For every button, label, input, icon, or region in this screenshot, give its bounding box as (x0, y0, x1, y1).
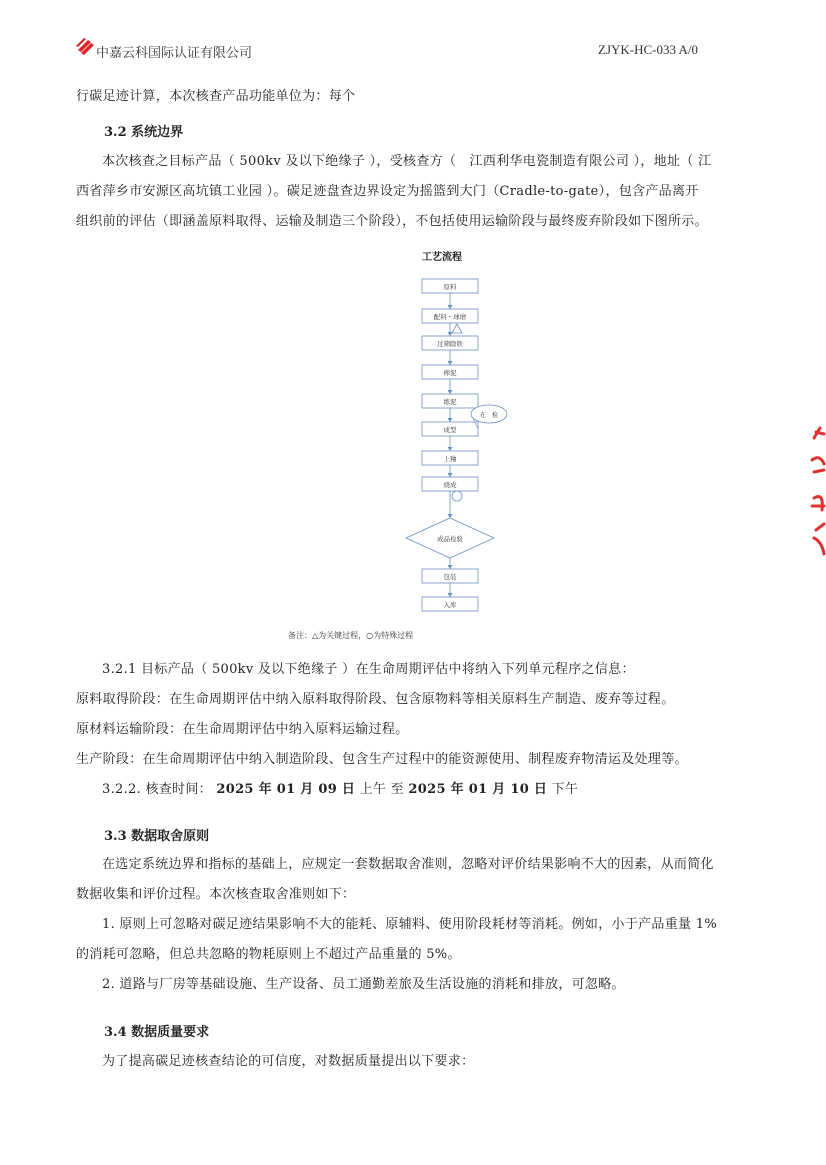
heading-3-2: 3.2 系统边界 (104, 125, 184, 140)
transport-stage: 原材料运输阶段：在生命周期评估中纳入原料运输过程。 (76, 722, 409, 737)
process-flowchart (286, 246, 546, 646)
document-code: ZJYK-HC-033 A/0 (598, 42, 699, 57)
flow-step-label: 原料 (443, 283, 457, 291)
flow-step-label: 榨泥 (443, 369, 457, 377)
flow-step-label: 成品检验 (437, 535, 463, 543)
raw-material-stage: 原料取得阶段：在生命周期评估中纳入原料取得阶段、包含原物料等相关原料生产制造、废弃等过程。 (76, 692, 675, 707)
flow-step-label: 配料・球磨 (433, 313, 467, 321)
rule-2: 2. 道路与厂房等基础设施、生产设备、员工通勤差旅及生活设施的消耗和排放，可忽略。 (102, 977, 625, 992)
paragraph-3-2-1: 3.2.1 目标产品（ 500kv 及以下绝缘子 ）在生命周期评估中将纳入下列单元程序之信息： 原料取得阶段：在生命周期评估中纳入原料取得阶段、包含原物料等相关原料生产制造、废弃等过程。 原材料运输阶段：在生命周期评估中纳入原料运输过程。 生产阶段：在生命周期评估中纳入制造阶段、包含生产过程中的能资源使用、制程废弃物清运及处理等。 3.2.2. 核查时间： 2025 年 01 月 09 日 上午 至 2025 年 01 月 10 日 下午 (76, 655, 776, 805)
in-process-check-bubble (471, 405, 507, 423)
flowchart-title: 工艺流程 (422, 252, 462, 263)
paragraph-boundary (76, 147, 776, 237)
company-logo-icon (74, 36, 98, 58)
flow-step-label: 过筛除铁 (437, 340, 463, 348)
special-process-circle-icon (452, 491, 462, 501)
red-seal-stamp (806, 420, 826, 570)
flowchart-note: 备注：△为关键过程，○为特殊过程 (288, 631, 414, 640)
bubble-text: 在 检 (479, 412, 499, 419)
flow-arrowhead (448, 361, 453, 365)
heading-3-4: 3.4 数据质量要求 (104, 1025, 210, 1040)
paragraph-functional-unit: 行碳足迹计算，本次核查产品功能单位为：每个 (76, 89, 356, 104)
paragraph-cutoff: 在选定系统边界和指标的基础上，应规定一套数据取舍准则，忽略对评价结果影响不大的因素，从而简化 数据收集和评价过程。本次核查取舍准则如下： 1. 原则上可忽略对碳足迹结果影响不大的能耗、原辅料、使用阶段耗材等消耗。例如，小于产品重量 1% 的消耗可忽略，但总共忽略的物耗原则上不超过产品重量的 5%。 2. 道路与厂房等基础设施、生产设备、员工通勤差旅及生活设施的消耗和排放，可忽略。 (76, 850, 776, 1000)
boundary-line-1: 本次核查之目标产品（ 500kv 及以下绝缘子 ），受核查方（ 江西利华电瓷制造有限公司 ），地址（ 江 (102, 154, 712, 169)
flow-arrowhead (448, 447, 453, 451)
production-stage: 生产阶段：在生命周期评估中纳入制造阶段、包含生产过程中的能资源使用、制程废弃物清运及处理等。 (76, 752, 688, 767)
flow-arrowhead (448, 514, 453, 518)
flow-step-label: 练泥 (443, 398, 457, 406)
flow-arrowhead (448, 565, 453, 569)
flow-step-label: 烧成 (443, 481, 457, 489)
flow-arrowhead (448, 305, 453, 309)
flow-arrowhead (448, 593, 453, 597)
key-process-triangle-icon (452, 324, 462, 333)
boundary-line-3: 组织前的评估（即涵盖原料取得、运输及制造三个阶段），不包括使用运输阶段与最终废弃阶段如下图所示。 (76, 214, 708, 229)
flow-step-label: 上釉 (443, 455, 457, 463)
rule-1-line-1: 1. 原则上可忽略对碳足迹结果影响不大的能耗、原辅料、使用阶段耗材等消耗。例如，小于产品重量 1% (102, 917, 717, 932)
rule-1-line-2: 的消耗可忽略，但总共忽略的物耗原则上不超过产品重量的 5%。 (76, 947, 461, 962)
flow-step-label: 包装 (443, 573, 457, 581)
company-name: 中嘉云科国际认证有限公司 (96, 46, 253, 61)
flow-arrowhead (448, 418, 453, 422)
flow-arrowhead (448, 332, 453, 336)
heading-3-3: 3.3 数据取舍原则 (104, 829, 210, 844)
flow-arrowhead (448, 390, 453, 394)
verification-time: 3.2.2. 核查时间： 2025 年 01 月 09 日 上午 至 2025 年 01 月 10 日 下午 (102, 782, 579, 797)
boundary-line-2: 西省萍乡市安源区高坑镇工业园 ）。碳足迹盘查边界设定为摇篮到大门（Cradle-to-gate），包含产品离开 (76, 184, 699, 199)
flow-step-label: 成型 (443, 426, 457, 434)
flow-arrowhead (448, 473, 453, 477)
flow-step-label: 入库 (443, 601, 457, 609)
paragraph-data-quality: 为了提高碳足迹核查结论的可信度，对数据质量提出以下要求： (102, 1054, 475, 1069)
